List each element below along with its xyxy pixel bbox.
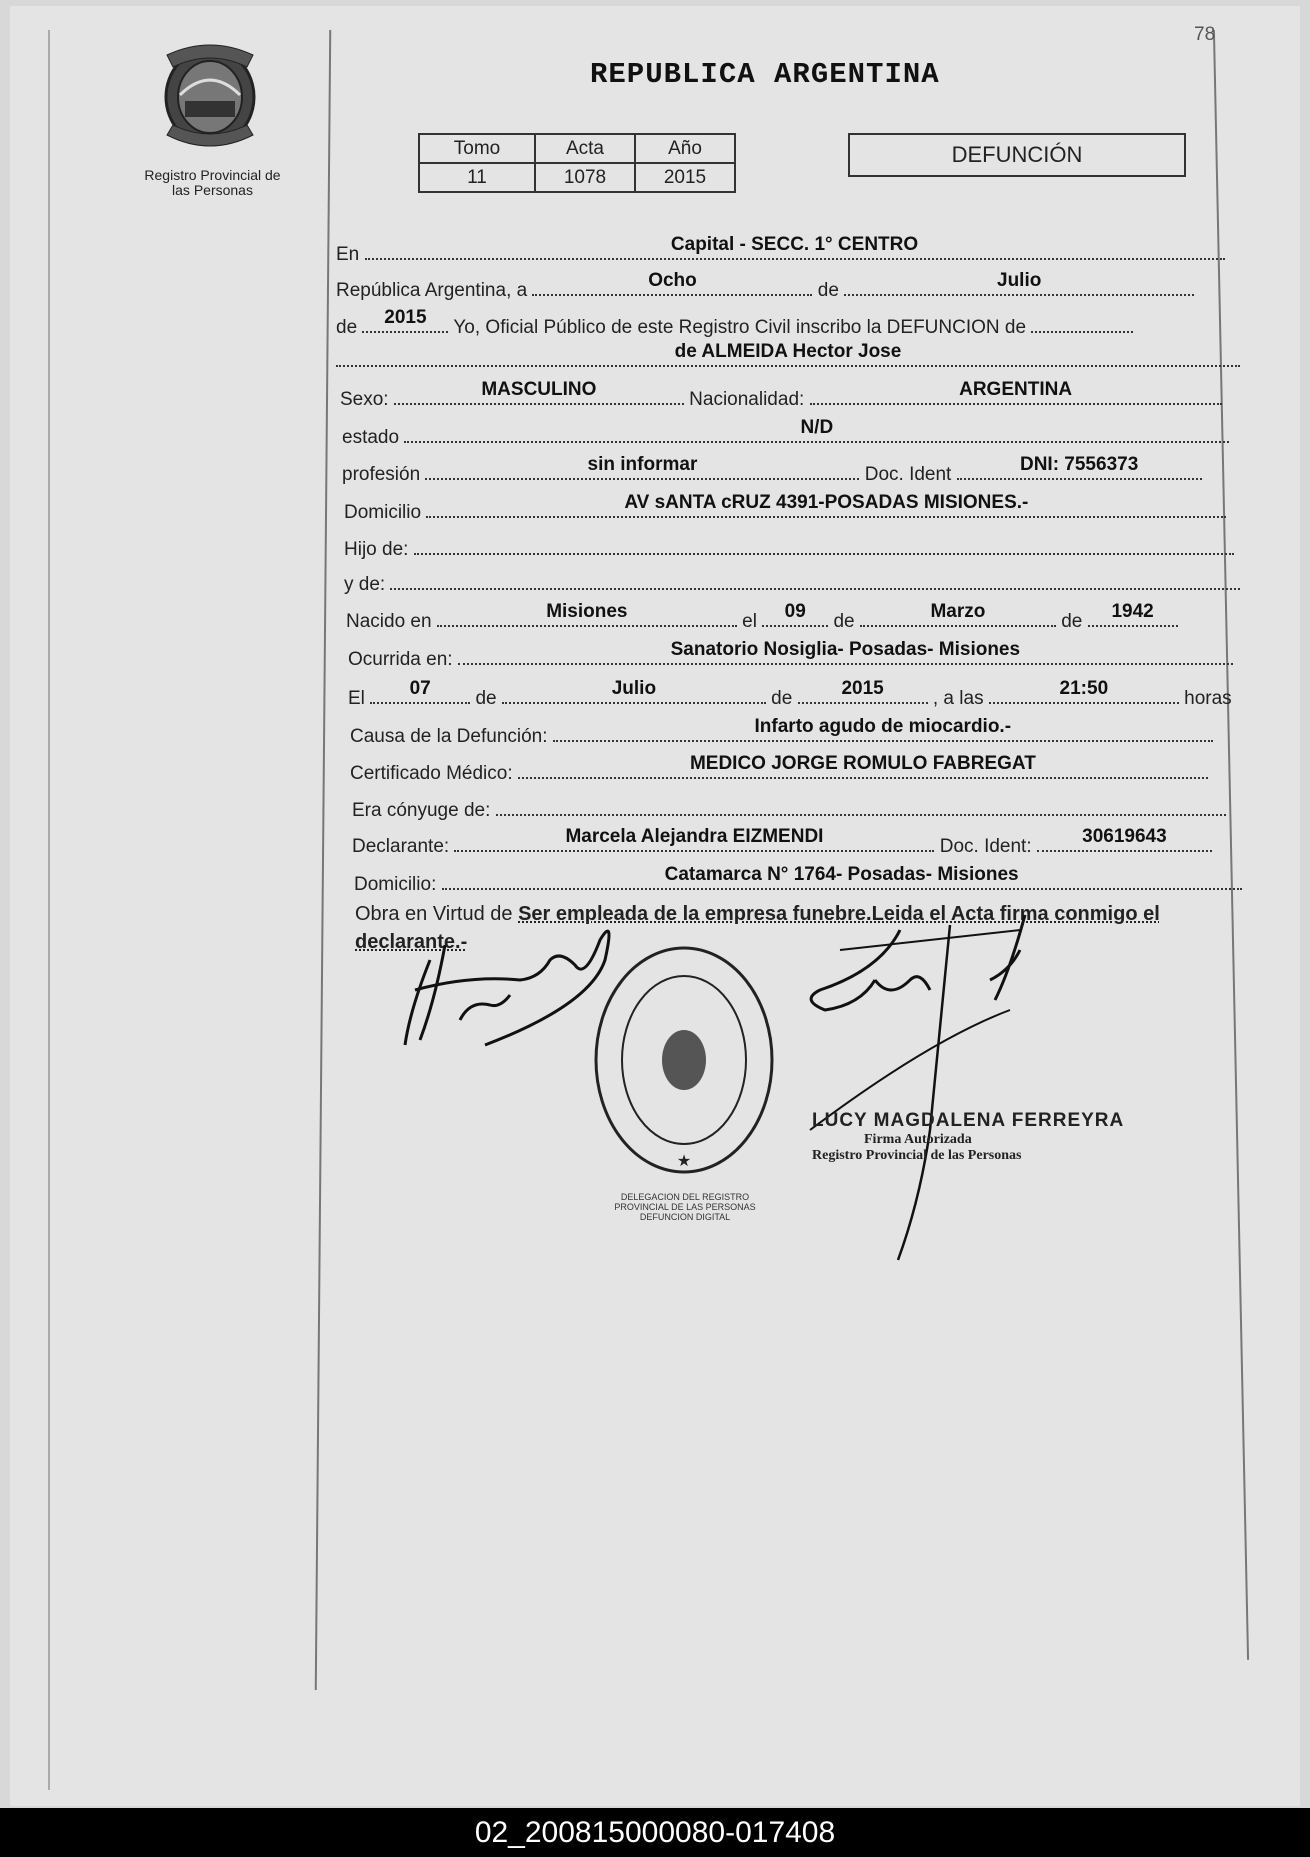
value-domicilio: AV sANTA cRUZ 4391-POSADAS MISIONES.-	[624, 492, 1029, 513]
label-de-6: de	[771, 688, 793, 709]
value-lugar: Capital - SECC. 1° CENTRO	[670, 234, 919, 255]
label-de-1: de	[817, 280, 839, 301]
label-de-4: de	[1061, 611, 1083, 632]
field-def-dia	[370, 680, 470, 704]
seal-outer-text: DELEGACION DEL REGISTRO PROVINCIAL DE LAS PERSONAS	[614, 1192, 756, 1212]
barcode-footer: 02_200815000080-017408	[0, 1808, 1310, 1857]
field-nombre	[336, 343, 1240, 367]
label-de-2: de	[336, 317, 358, 338]
label-yo: Yo, Oficial Público de este Registro Civil inscribo la DEFUNCION de	[453, 317, 1027, 338]
label-hijo-de: Hijo de:	[344, 539, 409, 560]
label-horas: horas	[1184, 688, 1232, 709]
row-declarante	[352, 828, 1212, 858]
value-causa: Infarto agudo de miocardio.-	[754, 716, 1012, 737]
official-stamp	[812, 1110, 1124, 1164]
table-header-anio: Año	[635, 134, 735, 163]
label-estado: estado	[342, 427, 400, 448]
value-ocurrida-en: Sanatorio Nosiglia- Posadas- Misiones	[670, 639, 1021, 660]
logo-caption	[130, 168, 295, 198]
value-nombre: de ALMEIDA Hector Jose	[674, 341, 902, 362]
field-def-anio	[798, 680, 928, 704]
label-el: el	[742, 611, 757, 632]
row-hijo-de	[344, 531, 1234, 561]
field-mes	[844, 272, 1194, 296]
value-anio: 2015	[384, 307, 427, 328]
field-hijo-de	[414, 531, 1234, 555]
official-name: LUCY MAGDALENA FERREYRA	[812, 1110, 1125, 1131]
row-anio	[336, 309, 1133, 339]
field-nacido-anio	[1088, 603, 1178, 627]
table-header-tomo: Tomo	[419, 134, 535, 163]
row-domicilio	[344, 494, 1226, 524]
official-office: Registro Provincial de las Personas	[812, 1148, 1022, 1163]
row-sexo	[340, 381, 1222, 411]
logo-caption-line2: las Personas	[172, 182, 253, 198]
label-conyuge: Era cónyuge de:	[352, 800, 491, 821]
page-edge-line	[48, 30, 50, 1790]
row-certificado	[350, 755, 1208, 785]
value-def-anio: 2015	[841, 678, 884, 699]
province-crest-logo	[155, 35, 265, 155]
row-causa	[350, 718, 1213, 748]
label-declarante: Declarante:	[352, 836, 450, 857]
field-certificado	[518, 755, 1208, 779]
label-doc-ident: Doc. Ident	[864, 464, 952, 485]
row-ocurrida	[348, 641, 1233, 671]
registry-seal	[592, 940, 777, 1180]
field-declarante-doc	[1037, 828, 1212, 852]
row-estado	[342, 419, 1229, 449]
value-def-hora: 21:50	[1059, 678, 1109, 699]
value-nacido-lugar: Misiones	[546, 601, 628, 622]
field-nacido-mes	[860, 603, 1056, 627]
value-obra: Ser empleada de la empresa funebre.Leida el Acta firma conmigo el declarante.-	[355, 903, 1160, 953]
field-doc	[957, 456, 1202, 480]
row-defuncion-fecha	[348, 680, 1232, 710]
value-sexo: MASCULINO	[481, 379, 597, 400]
label-en: En	[336, 244, 360, 265]
table-header-row	[419, 134, 735, 163]
field-declarante-domicilio	[442, 866, 1242, 890]
row-profesion	[342, 456, 1202, 486]
field-conyuge	[496, 792, 1226, 816]
value-declarante: Marcela Alejandra EIZMENDI	[565, 826, 824, 847]
field-causa	[553, 718, 1213, 742]
value-def-mes: Julio	[611, 678, 657, 699]
value-mes: Julio	[997, 270, 1042, 291]
value-declarante-doc: 30619643	[1082, 826, 1167, 847]
value-nacido-anio: 1942	[1111, 601, 1154, 622]
row-y-de	[344, 566, 1240, 596]
value-declarante-domicilio: Catamarca N° 1764- Posadas- Misiones	[664, 864, 1019, 885]
official-signature	[780, 910, 1080, 1270]
row-nacido	[346, 603, 1178, 633]
field-def-hora	[989, 680, 1179, 704]
field-dia	[532, 272, 812, 296]
field-profesion	[425, 456, 859, 480]
value-nacionalidad: ARGENTINA	[959, 379, 1073, 400]
label-domicilio2: Domicilio:	[354, 874, 437, 895]
value-profesion: sin informar	[587, 454, 698, 475]
row-conyuge	[352, 792, 1226, 822]
field-declarante	[454, 828, 934, 852]
field-domicilio	[426, 494, 1226, 518]
label-doc-ident2: Doc. Ident:	[939, 836, 1032, 857]
page-number: 78	[1194, 24, 1216, 45]
value-estado: N/D	[800, 417, 834, 438]
label-el-cap: El	[348, 688, 365, 709]
table-header-acta: Acta	[535, 134, 635, 163]
label-sexo: Sexo:	[340, 389, 389, 410]
value-nacido-mes: Marzo	[930, 601, 986, 622]
table-value-row	[419, 163, 735, 192]
label-y-de: y de:	[344, 574, 386, 595]
label-nacido-en: Nacido en	[346, 611, 432, 632]
label-obra: Obra en Virtud de	[355, 903, 513, 925]
label-de-3: de	[833, 611, 855, 632]
value-certificado: MEDICO JORGE ROMULO FABREGAT	[689, 753, 1036, 774]
table-value-tomo: 11	[419, 163, 535, 192]
seal-inner-text: DEFUNCION DIGITAL	[639, 1212, 731, 1222]
table-value-anio: 2015	[635, 163, 735, 192]
seal-text	[605, 1192, 765, 1222]
document-title: REPUBLICA ARGENTINA	[590, 58, 940, 91]
table-value-acta: 1078	[535, 163, 635, 192]
label-a-las: , a las	[932, 688, 984, 709]
tomo-acta-anio-table	[418, 133, 736, 193]
label-certificado: Certificado Médico:	[350, 763, 513, 784]
field-def-mes	[502, 680, 766, 704]
label-republica: República Argentina, a	[336, 280, 528, 301]
field-y-de	[390, 566, 1240, 590]
value-dia: Ocho	[648, 270, 697, 291]
field-estado	[404, 419, 1229, 443]
row-domicilio2	[354, 866, 1242, 896]
svg-text:★: ★	[676, 1153, 692, 1170]
record-type-box: DEFUNCIÓN	[848, 133, 1186, 177]
label-nacionalidad: Nacionalidad:	[689, 389, 805, 410]
value-doc: DNI: 7556373	[1019, 454, 1139, 475]
field-nacido-lugar	[437, 603, 737, 627]
field-ocurrida-en	[458, 641, 1233, 665]
label-profesion: profesión	[342, 464, 421, 485]
logo-caption-line1: Registro Provincial de	[144, 167, 281, 183]
field-sexo	[394, 381, 684, 405]
value-nacido-dia: 09	[784, 601, 806, 622]
row-nombre	[336, 343, 1240, 373]
field-nacido-dia	[762, 603, 828, 627]
row-fecha	[336, 272, 1194, 302]
official-role: Firma Autorizada	[864, 1132, 972, 1147]
field-anio	[362, 309, 448, 333]
row-en	[336, 236, 1225, 266]
label-domicilio: Domicilio	[344, 502, 422, 523]
field-lugar	[365, 236, 1225, 260]
field-blank	[1031, 309, 1133, 333]
label-ocurrida-en: Ocurrida en:	[348, 649, 453, 670]
label-causa: Causa de la Defunción:	[350, 726, 548, 747]
value-def-dia: 07	[409, 678, 431, 699]
field-nacionalidad	[810, 381, 1222, 405]
label-de-5: de	[475, 688, 497, 709]
